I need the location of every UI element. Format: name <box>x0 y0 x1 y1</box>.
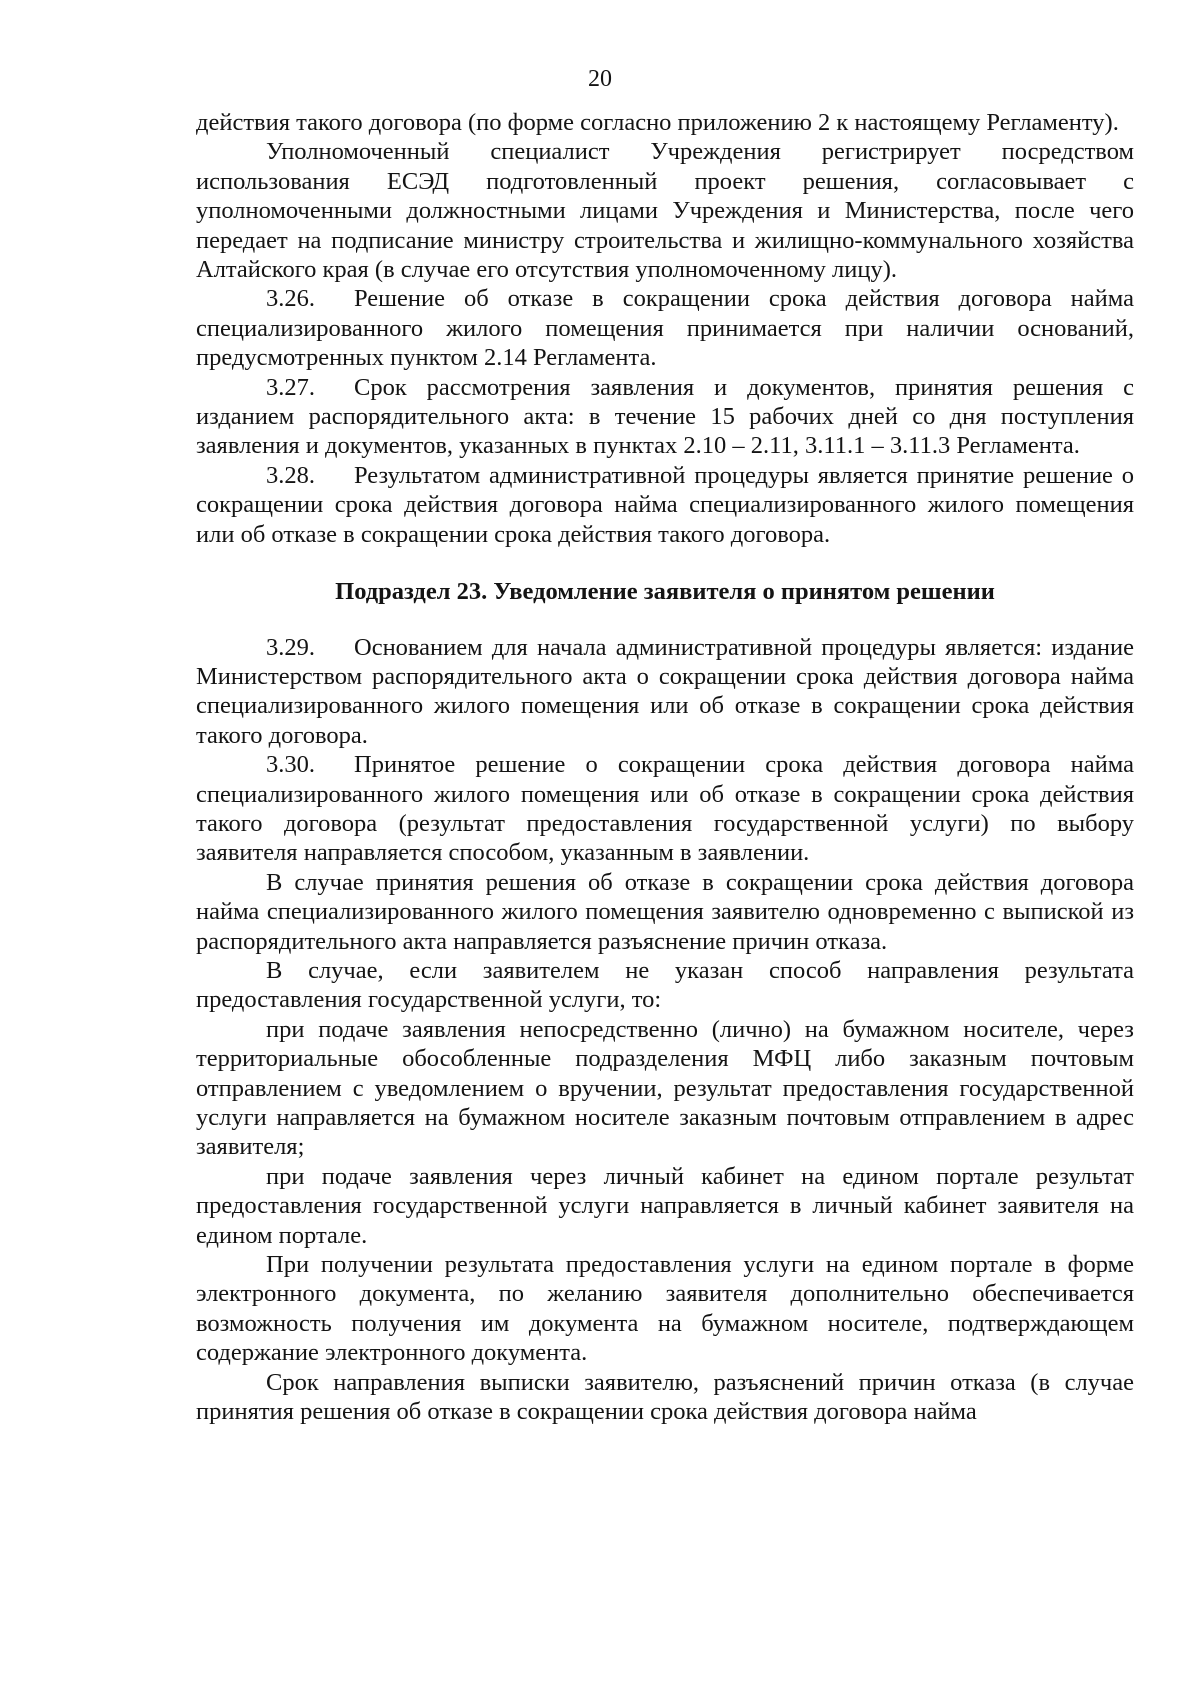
paragraph <box>196 750 1134 868</box>
paragraph <box>196 108 1134 137</box>
paragraph-text: При получении результата предоставления услуги на едином портале в форме электронного документа, по желанию заявителя дополнительно обеспечивается возможность получения им документа на бумажном носителе, подтверждающем содержание электронного документа. <box>196 1251 1134 1367</box>
paragraph <box>196 373 1134 461</box>
section-heading: Подраздел 23. Уведомление заявителя о принятом решении <box>335 578 995 606</box>
paragraph-text: Срок направления выписки заявителю, разъяснений причин отказа (в случае принятия решения об отказе в сокращении срока действия договора найма <box>196 1368 1134 1426</box>
paragraph-text: при подаче заявления непосредственно (лично) на бумажном носителе, через территориальные обособленные подразделения МФЦ либо заказным почтовым отправлением с уведомлением о вручении, результат предоставления государственной услуги направляется на бумажном носителе заказным почтовым отправлением в адрес заявителя; <box>196 1015 1134 1161</box>
paragraph-text: Решение об отказе в сокращении срока действия договора найма специализированного жилого помещения принимается при наличии оснований, предусмотренных пунктом 2.14 Регламента. <box>196 285 1134 372</box>
paragraph-text: при подаче заявления через личный кабинет на едином портале результат предоставления государственной услуги направляется в личный кабинет заявителя на едином портале. <box>196 1162 1134 1249</box>
paragraph-text: В случае принятия решения об отказе в сокращении срока действия договора найма специализированного жилого помещения заявителю одновременно с выпиской из распорядительного акта направляется разъяснение причин отказа. <box>196 868 1134 955</box>
paragraph-text: Результатом административной процедуры является принятие решение о сокращении срока действия договора найма специализированного жилого помещения или об отказе в сокращении срока действия такого договора. <box>196 461 1134 548</box>
paragraph-text: Принятое решение о сокращении срока действия договора найма специализированного жилого помещения или об отказе в сокращении срока действия такого договора (результат предоставления государственной услуги) по выбору заявителя направляется способом, указанным в заявлении. <box>196 751 1134 867</box>
paragraph <box>196 137 1134 284</box>
paragraph <box>196 956 1134 1015</box>
clause-number: 3.30. <box>266 751 315 779</box>
paragraph <box>196 633 1134 751</box>
clause-number: 3.29. <box>266 633 315 661</box>
paragraph <box>196 284 1134 372</box>
paragraph-text: В случае, если заявителем не указан способ направления результата предоставления государственной услуги, то: <box>196 956 1134 1014</box>
paragraph-text: Основанием для начала административной процедуры является: издание Министерством распорядительного акта о сокращении срока действия договора найма специализированного жилого помещения или об отказе в сокращении срока действия такого договора. <box>196 633 1134 749</box>
paragraph <box>196 868 1134 956</box>
paragraphs-after-heading <box>196 633 1134 1427</box>
paragraph <box>196 461 1134 549</box>
paragraph <box>196 1162 1134 1250</box>
page-number: 20 <box>588 66 612 92</box>
paragraph <box>196 1015 1134 1162</box>
clause-number: 3.28. <box>266 461 315 489</box>
paragraph <box>196 1250 1134 1368</box>
paragraph <box>196 1368 1134 1427</box>
clause-number: 3.26. <box>266 285 315 313</box>
clause-number: 3.27. <box>266 373 315 401</box>
paragraph-text: Уполномоченный специалист Учреждения регистрирует посредством использования ЕСЭД подготовленный проект решения, согласовывает с уполномоченными должностными лицами Учреждения и Министерства, после чего передает на подписание министру строительства и жилищно-коммунального хозяйства Алтайского края (в случае его отсутствия уполномоченному лицу). <box>196 138 1134 284</box>
document-body <box>196 108 1134 1426</box>
paragraph-text: действия такого договора (по форме согласно приложению 2 к настоящему Регламенту). <box>196 109 1119 136</box>
paragraphs-before-heading <box>196 108 1134 549</box>
paragraph-text: Срок рассмотрения заявления и документов, принятия решения с изданием распорядительного акта: в течение 15 рабочих дней со дня поступления заявления и документов, указанных в пунктах 2.10 – 2.11, 3.11.1 – 3.11.3 Регламента. <box>196 373 1134 460</box>
